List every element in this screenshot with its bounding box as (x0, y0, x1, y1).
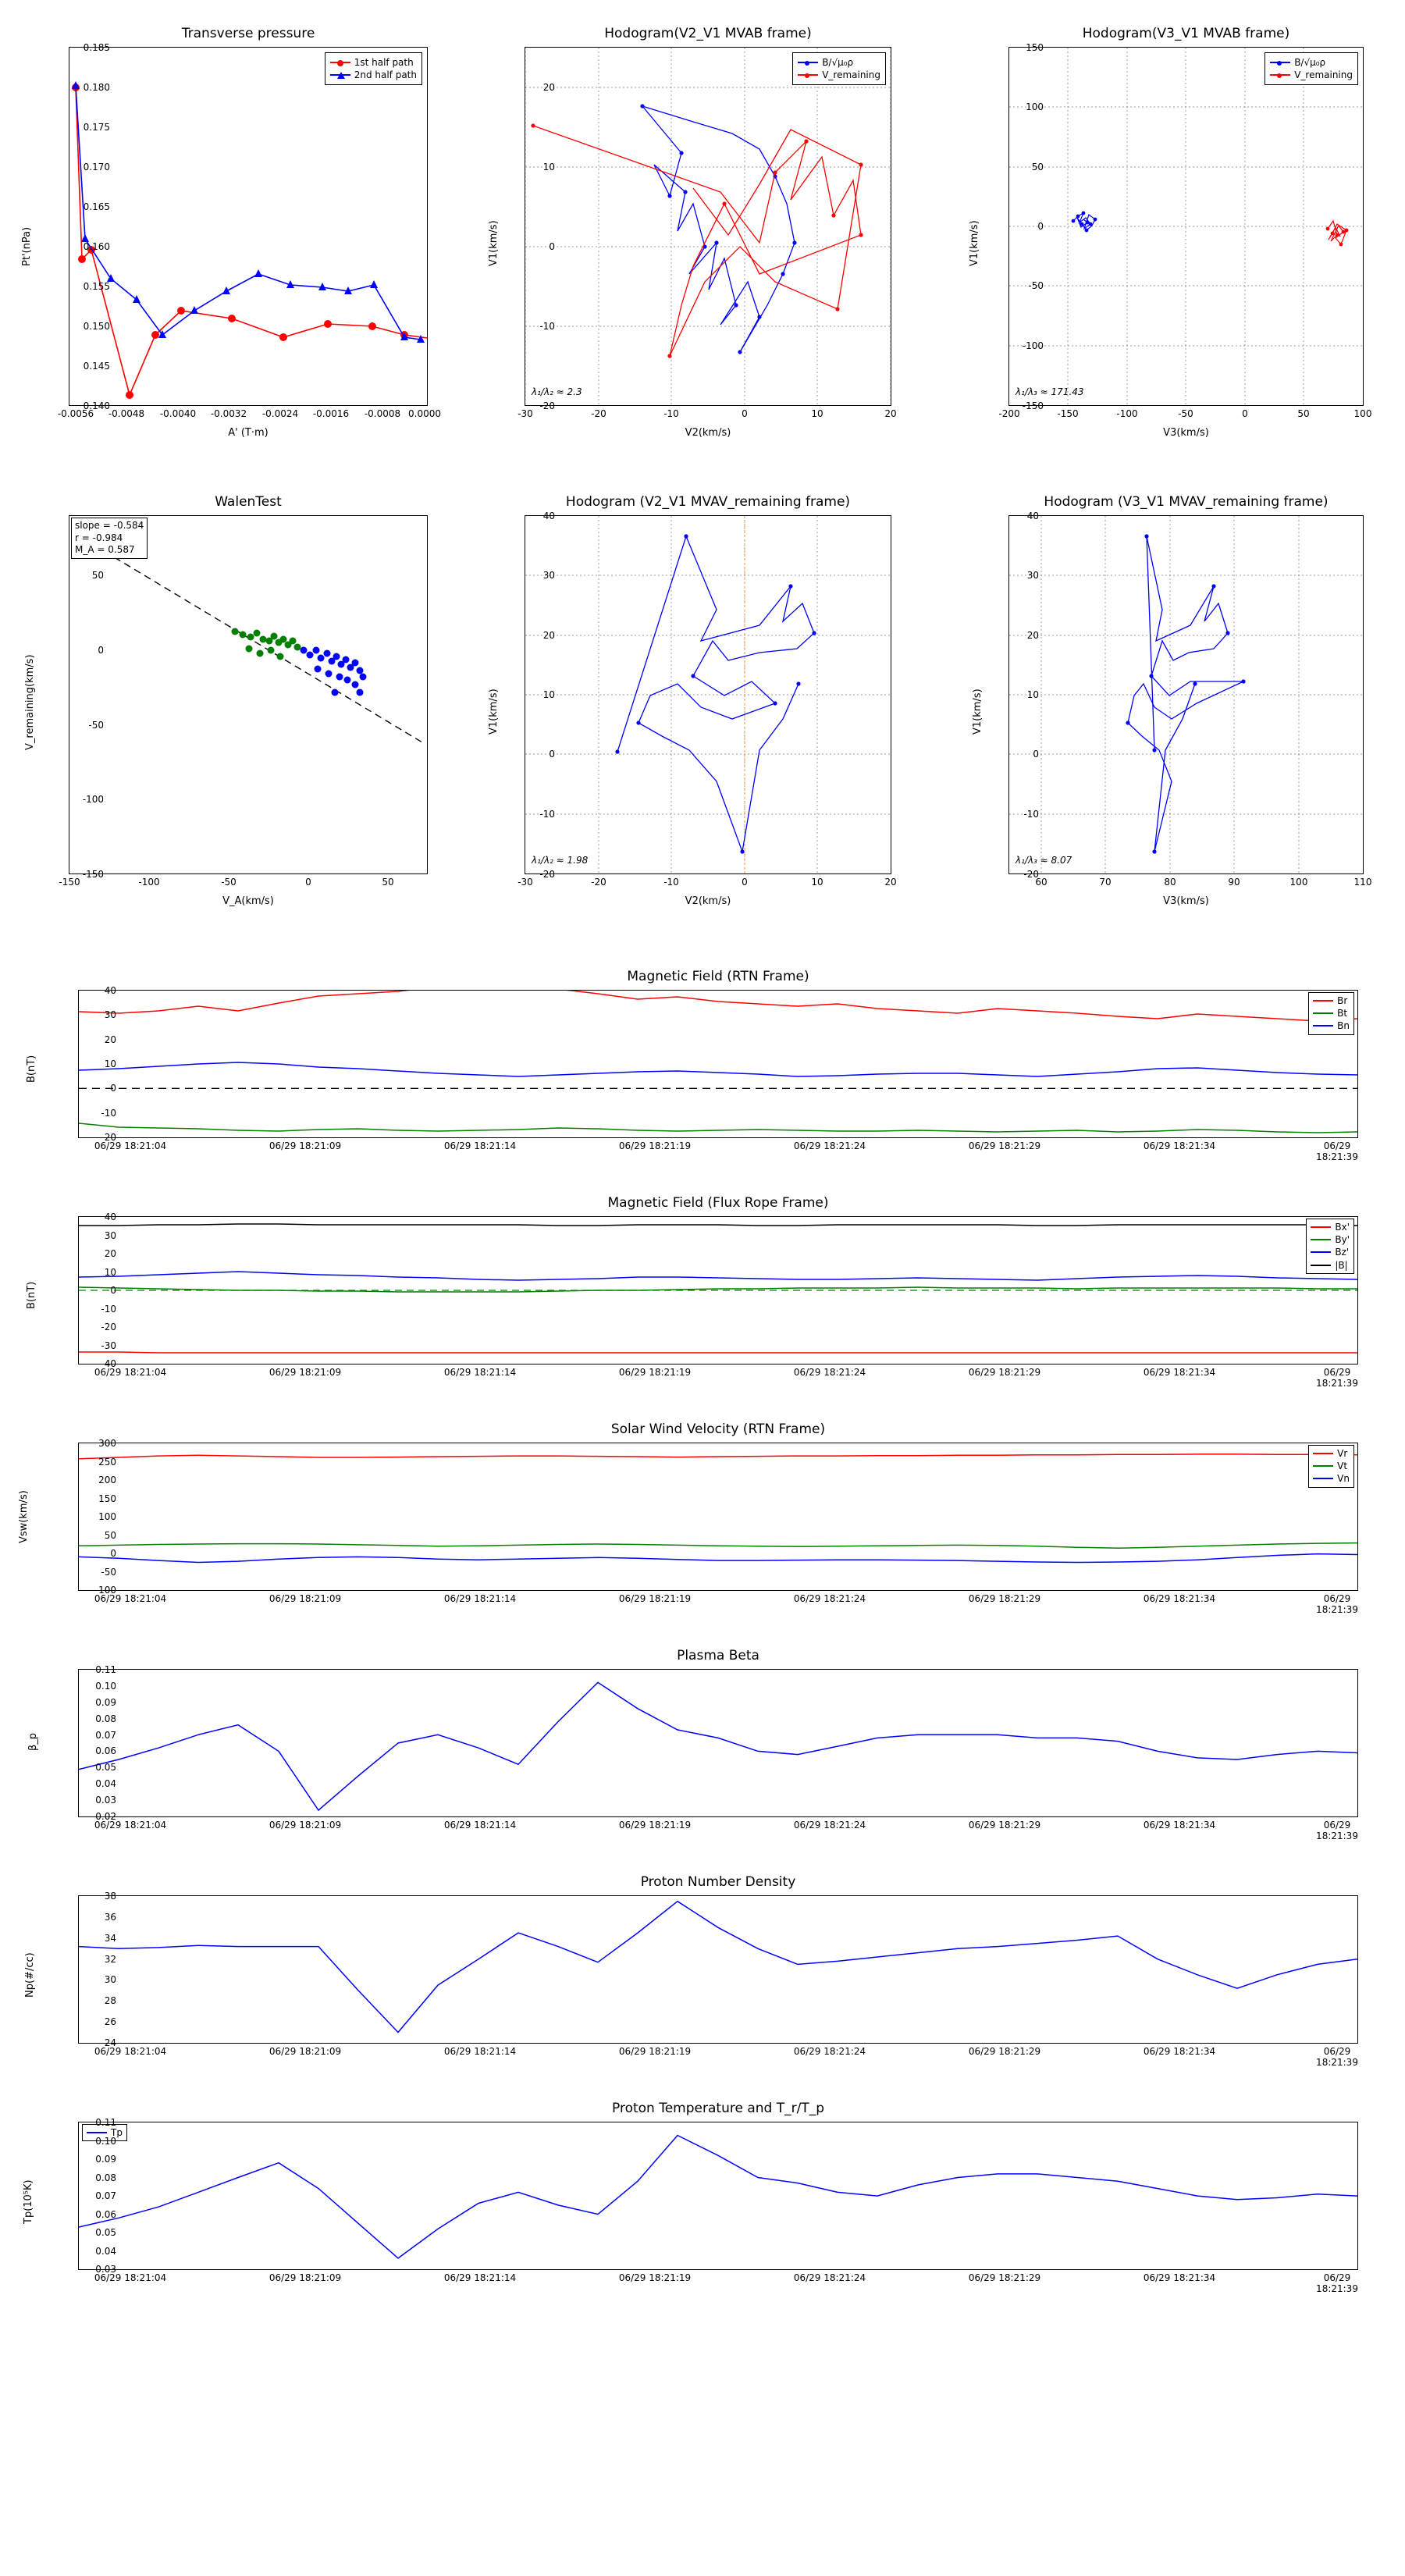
xtick: 06/29 18:21:09 (269, 2272, 342, 2283)
ytick: 0.11 (95, 1664, 116, 1675)
ytick: 0.11 (95, 2117, 116, 2128)
annotation-eigenvalue-ratio: λ₁/λ₂ ≈ 1.98 (532, 855, 589, 866)
plot-area-walen-test (24, 494, 428, 907)
ytick: -50 (88, 720, 104, 731)
xtick: 06/29 18:21:34 (1143, 2272, 1216, 2283)
panel-proton-temperature (0, 2092, 1405, 2326)
ytick: 40 (542, 511, 555, 521)
annotation-eigenvalue-ratio: λ₁/λ₂ ≈ 2.3 (532, 386, 582, 397)
xlabel: V3(km/s) (1163, 427, 1209, 439)
xtick: 06/29 18:21:29 (968, 1140, 1041, 1151)
legend-magnetic-field-flux-rope (1306, 1219, 1354, 1274)
xtick: -150 (1057, 408, 1079, 419)
ytick: 28 (104, 1995, 116, 2007)
ytick: -30 (101, 1340, 116, 1351)
ytick: 0.08 (95, 2172, 116, 2183)
ytick: 150 (1026, 42, 1044, 53)
ytick: 10 (104, 1266, 116, 1278)
title-magnetic-field-rtn: Magnetic Field (RTN Frame) (627, 969, 809, 984)
panel-walen-test (0, 468, 468, 906)
ytick: 30 (1026, 570, 1039, 581)
title-magnetic-field-flux-rope: Magnetic Field (Flux Rope Frame) (607, 1195, 829, 1211)
ytick: 150 (98, 1493, 116, 1504)
xtick: 0 (742, 408, 748, 419)
xtick: 06/29 18:21:39 (1316, 1593, 1358, 1615)
ytick: 26 (104, 2016, 116, 2028)
ytick: 30 (542, 570, 555, 581)
ytick: 32 (104, 1953, 116, 1965)
series-transverse-pressure (69, 48, 427, 405)
ytick: 0.155 (83, 281, 110, 292)
xtick: 06/29 18:21:24 (793, 1820, 866, 1831)
plot-area-hodogram-v3v1-mvab (969, 26, 1372, 439)
xtick: 06/29 18:21:19 (618, 2272, 692, 2283)
ylabel: V1(km/s) (972, 688, 984, 735)
legend-label: Bt (1337, 1008, 1348, 1019)
series-hodogram-v2v1-mvav (525, 516, 891, 873)
xtick: 06/29 18:21:09 (269, 1367, 342, 1378)
legend-label: Bz' (1335, 1247, 1350, 1258)
xtick: 06/29 18:21:14 (443, 1593, 517, 1604)
ylabel: Vsw(km/s) (18, 1490, 30, 1543)
ytick: 0 (110, 1285, 116, 1296)
ytick: 0 (110, 1083, 116, 1094)
xtick: 06/29 18:21:19 (618, 1820, 692, 1831)
xtick: 06/29 18:21:19 (618, 1367, 692, 1378)
panel-solar-wind-velocity (0, 1413, 1405, 1628)
ytick: 10 (542, 689, 555, 700)
ytick: -100 (1022, 340, 1044, 351)
ytick: 0.06 (95, 2208, 116, 2220)
ytick: -50 (101, 1566, 116, 1578)
xtick: 06/29 18:21:14 (443, 2272, 517, 2283)
ytick: 0.08 (95, 1713, 116, 1724)
ytick: 50 (104, 1529, 116, 1541)
panel-plasma-beta (0, 1639, 1405, 1854)
xtick: -0.0048 (108, 408, 145, 419)
ylabel: Np(#/cc) (24, 1952, 36, 1998)
ytick: 0.07 (95, 2190, 116, 2201)
xtick: 100 (1289, 877, 1308, 888)
legend-hodogram-v2v1-mvab (792, 52, 886, 85)
ytick: -20 (1023, 869, 1039, 880)
xtick: -150 (59, 877, 80, 888)
panel-proton-number-density (0, 1866, 1405, 2080)
series-magnetic-field-rtn (79, 991, 1357, 1137)
xtick: 06/29 18:21:14 (443, 1820, 517, 1831)
ytick: 20 (104, 1248, 116, 1259)
ytick: 50 (91, 570, 104, 581)
ytick: 0.10 (95, 2135, 116, 2147)
ytick: 0.185 (83, 42, 110, 53)
ytick: 0.175 (83, 122, 110, 133)
ytick: 36 (104, 1911, 116, 1923)
xtick: 06/29 18:21:39 (1316, 1367, 1358, 1389)
xtick: -20 (591, 408, 606, 419)
xtick: -10 (663, 408, 679, 419)
title-transverse-pressure: Transverse pressure (181, 26, 315, 41)
xtick: -50 (221, 877, 237, 888)
xtick: 06/29 18:21:29 (968, 2046, 1041, 2057)
ytick: 0.04 (95, 1778, 116, 1790)
series-hodogram-v2v1-mvab (525, 48, 891, 405)
annotation-eigenvalue-ratio: λ₁/λ₃ ≈ 171.43 (1016, 386, 1084, 397)
legend-label: Vt (1337, 1461, 1348, 1472)
ylabel: B(nT) (26, 1281, 37, 1309)
ytick: 10 (542, 162, 555, 173)
xtick: -100 (1116, 408, 1138, 419)
xtick: 06/29 18:21:04 (94, 1140, 167, 1151)
ytick: 0.04 (95, 2245, 116, 2257)
plot-area-proton-temperature (23, 2101, 1358, 2294)
xtick: 06/29 18:21:39 (1316, 1140, 1358, 1162)
xtick: 06/29 18:21:24 (793, 2046, 866, 2057)
xtick: 0 (1242, 408, 1248, 419)
xtick: 06/29 18:21:34 (1143, 1593, 1216, 1604)
series-hodogram-v3v1-mvav (1009, 516, 1363, 873)
plot-area-solar-wind-velocity (18, 1421, 1358, 1615)
ytick: 40 (1026, 511, 1039, 521)
plot-area-hodogram-v2v1-mvav (488, 494, 897, 907)
xtick: 06/29 18:21:09 (269, 1820, 342, 1831)
xtick: 06/29 18:21:19 (618, 1593, 692, 1604)
ytick: -10 (101, 1303, 116, 1315)
xtick: -30 (518, 408, 533, 419)
ylabel: Tp(10⁵K) (23, 2179, 34, 2224)
xtick: 06/29 18:21:04 (94, 2272, 167, 2283)
ytick: 0.05 (95, 1762, 116, 1774)
xtick: 06/29 18:21:04 (94, 1367, 167, 1378)
ytick: 300 (98, 1438, 116, 1449)
xtick: 06/29 18:21:39 (1316, 1820, 1358, 1841)
title-proton-number-density: Proton Number Density (640, 1874, 796, 1890)
ytick: 50 (1031, 162, 1044, 173)
ytick: 30 (104, 1974, 116, 1986)
xlabel: V3(km/s) (1163, 895, 1209, 907)
ylabel: β_p (27, 1732, 39, 1751)
plot-area-proton-number-density (24, 1874, 1358, 2068)
walen-slope: slope = -0.584 (75, 520, 144, 531)
xtick: 06/29 18:21:24 (793, 1593, 866, 1604)
panel-hodogram-v2v1-mvab (468, 0, 937, 437)
legend-label: 1st half path (354, 57, 414, 68)
ytick: 0.170 (83, 162, 110, 173)
series-solar-wind-velocity (79, 1443, 1357, 1590)
legend-label: Vr (1337, 1448, 1348, 1459)
ytick: 0 (1037, 221, 1044, 232)
ytick: -10 (101, 1107, 116, 1119)
ytick: -20 (539, 400, 555, 411)
ytick: 0.165 (83, 201, 110, 212)
ytick: -150 (1022, 400, 1044, 411)
xtick: 10 (811, 877, 823, 888)
legend-label: Vn (1337, 1473, 1350, 1485)
title-hodogram-v3v1-mvav: Hodogram (V3_V1 MVAV_remaining frame) (1044, 494, 1329, 510)
series-magnetic-field-flux-rope (79, 1217, 1357, 1364)
series-hodogram-v3v1-mvab (1009, 48, 1363, 405)
legend-label: V_remaining (1294, 69, 1353, 81)
xtick: 06/29 18:21:24 (793, 1140, 866, 1151)
ytick: 10 (104, 1059, 116, 1069)
ytick: 0.150 (83, 321, 110, 332)
xtick: -0.0032 (210, 408, 247, 419)
ytick: 100 (1026, 101, 1044, 112)
ytick: 40 (104, 985, 116, 996)
ytick: 0 (549, 241, 555, 252)
xlabel: V_A(km/s) (222, 895, 274, 907)
ytick: 20 (1026, 630, 1039, 641)
ytick: -20 (101, 1322, 116, 1332)
legend-label: By' (1335, 1234, 1350, 1246)
panel-hodogram-v2v1-mvav (468, 468, 937, 906)
xtick: 70 (1099, 877, 1112, 888)
legend-transverse-pressure (325, 52, 422, 85)
xtick: 06/29 18:21:19 (618, 1140, 692, 1151)
xtick: 50 (382, 877, 394, 888)
xtick: 0 (742, 877, 748, 888)
title-proton-temperature: Proton Temperature and T_r/T_p (612, 2101, 824, 2116)
ytick: 0.05 (95, 2227, 116, 2238)
ytick: 0.09 (95, 1696, 116, 1708)
ytick: 0.160 (83, 241, 110, 252)
ytick: 0.07 (95, 1729, 116, 1741)
title-hodogram-v2v1-mvav: Hodogram (V2_V1 MVAV_remaining frame) (565, 494, 851, 510)
ytick: -10 (539, 321, 555, 332)
walen-mach: M_A = 0.587 (75, 544, 135, 556)
ytick: 0.09 (95, 2154, 116, 2165)
ytick: 0.06 (95, 1745, 116, 1757)
ytick: 0 (110, 1548, 116, 1559)
title-hodogram-v3v1-mvab: Hodogram(V3_V1 MVAB frame) (1082, 26, 1290, 41)
title-walen-test: WalenTest (215, 494, 282, 510)
legend-solar-wind-velocity (1308, 1445, 1354, 1488)
walen-stats-box (71, 518, 148, 559)
panel-hodogram-v3v1-mvav (937, 468, 1405, 906)
xtick: 06/29 18:21:14 (443, 2046, 517, 2057)
xtick: 06/29 18:21:39 (1316, 2272, 1358, 2294)
xtick: 06/29 18:21:04 (94, 1593, 167, 1604)
xtick: 06/29 18:21:04 (94, 2046, 167, 2057)
legend-label: Br (1337, 995, 1348, 1006)
title-hodogram-v2v1-mvab: Hodogram(V2_V1 MVAB frame) (604, 26, 812, 41)
ytick: 0 (549, 749, 555, 760)
legend-label: Bn (1337, 1020, 1350, 1032)
title-solar-wind-velocity: Solar Wind Velocity (RTN Frame) (610, 1421, 826, 1437)
ytick: 34 (104, 1932, 116, 1944)
legend-magnetic-field-rtn (1308, 992, 1354, 1035)
xtick: 06/29 18:21:29 (968, 1820, 1041, 1831)
xtick: 06/29 18:21:09 (269, 1593, 342, 1604)
ylabel: Pt'(nPa) (21, 226, 33, 266)
xtick: 06/29 18:21:24 (793, 2272, 866, 2283)
ytick: -50 (1028, 280, 1044, 291)
legend-label: Bx' (1335, 1222, 1350, 1233)
plot-area-plasma-beta (27, 1648, 1358, 1841)
xtick: -0.0040 (159, 408, 197, 419)
ytick: 0.02 (95, 1811, 116, 1822)
xtick: -0.0008 (364, 408, 401, 419)
xtick: 06/29 18:21:14 (443, 1140, 517, 1151)
ytick: -10 (1023, 809, 1039, 820)
ylabel: B(nT) (26, 1055, 37, 1083)
xtick: 06/29 18:21:29 (968, 2272, 1041, 2283)
ytick: 38 (104, 1891, 116, 1902)
title-plasma-beta: Plasma Beta (677, 1648, 759, 1663)
ytick: -40 (101, 1358, 116, 1369)
legend-hodogram-v3v1-mvab (1264, 52, 1358, 85)
ytick: 40 (104, 1212, 116, 1222)
ytick: 30 (104, 1009, 116, 1021)
ytick: 20 (104, 1034, 116, 1045)
ytick: -100 (82, 794, 104, 805)
xlabel: A' (T·m) (228, 427, 269, 439)
ylabel: V_remaining(km/s) (24, 654, 36, 750)
ytick: 0.03 (95, 1795, 116, 1806)
panel-magnetic-field-rtn (0, 960, 1405, 1175)
ytick: 0.180 (83, 82, 110, 93)
xtick: 06/29 18:21:09 (269, 1140, 342, 1151)
ylabel: V1(km/s) (969, 220, 980, 266)
xtick: -20 (591, 877, 606, 888)
series-plasma-beta (79, 1670, 1357, 1816)
xtick: 06/29 18:21:39 (1316, 2046, 1358, 2068)
xtick: 10 (811, 408, 823, 419)
ytick: 250 (98, 1456, 116, 1468)
xtick: 06/29 18:21:29 (968, 1367, 1041, 1378)
ytick: 0 (98, 645, 104, 656)
series-proton-number-density (79, 1896, 1357, 2043)
legend-label: |B| (1335, 1259, 1348, 1271)
xtick: -100 (138, 877, 160, 888)
ytick: 20 (542, 630, 555, 641)
xtick: 06/29 18:21:24 (793, 1367, 866, 1378)
xtick: 06/29 18:21:34 (1143, 2046, 1216, 2057)
xtick: 06/29 18:21:19 (618, 2046, 692, 2057)
xtick: -0.0056 (57, 408, 94, 419)
legend-label: B/√μ₀ρ (822, 57, 854, 68)
xtick: 20 (884, 408, 897, 419)
legend-label: Tp (111, 2127, 123, 2138)
plot-area-hodogram-v3v1-mvav (972, 494, 1372, 907)
ytick: 0.140 (83, 400, 110, 411)
ytick: -10 (539, 809, 555, 820)
xtick: 06/29 18:21:34 (1143, 1820, 1216, 1831)
ytick: 0 (1033, 749, 1039, 760)
ytick: 20 (542, 82, 555, 93)
xtick: 06/29 18:21:14 (443, 1367, 517, 1378)
plot-area-transverse-pressure (21, 26, 441, 439)
xtick: -30 (518, 877, 533, 888)
xtick: 20 (884, 877, 897, 888)
xtick: 0 (305, 877, 311, 888)
ytick: 100 (98, 1511, 116, 1522)
xtick: 06/29 18:21:34 (1143, 1140, 1216, 1151)
xtick: 90 (1228, 877, 1240, 888)
ytick: 30 (104, 1229, 116, 1241)
ytick: 200 (98, 1475, 116, 1485)
xtick: -0.0016 (312, 408, 350, 419)
xtick: -10 (663, 877, 679, 888)
xtick: 100 (1353, 408, 1372, 419)
ytick: 0.03 (95, 2264, 116, 2275)
legend-label: V_remaining (822, 69, 880, 81)
legend-label: B/√μ₀ρ (1294, 57, 1326, 68)
ytick: 0.145 (83, 361, 110, 372)
ylabel: V1(km/s) (488, 220, 500, 266)
xlabel: V2(km/s) (685, 427, 731, 439)
xtick: -200 (998, 408, 1020, 419)
xtick: -0.0024 (261, 408, 299, 419)
xtick: -50 (1178, 408, 1193, 419)
ytick: -20 (101, 1132, 116, 1143)
annotation-eigenvalue-ratio: λ₁/λ₃ ≈ 8.07 (1016, 855, 1072, 866)
xtick: 06/29 18:21:04 (94, 1820, 167, 1831)
xtick: 60 (1035, 877, 1048, 888)
xtick: 06/29 18:21:29 (968, 1593, 1041, 1604)
ytick: 0.10 (95, 1680, 116, 1692)
panel-magnetic-field-flux-rope (0, 1187, 1405, 1401)
panel-transverse-pressure (0, 0, 468, 437)
xtick: 80 (1164, 877, 1176, 888)
ytick: -150 (82, 869, 104, 880)
series-proton-temperature (79, 2122, 1357, 2269)
xtick: 06/29 18:21:09 (269, 2046, 342, 2057)
plot-area-magnetic-field-rtn (26, 969, 1358, 1162)
xtick: 06/29 18:21:34 (1143, 1367, 1216, 1378)
xtick: 110 (1353, 877, 1372, 888)
series-walen-test (69, 516, 427, 873)
xtick: 0.0000 (408, 408, 441, 419)
ylabel: V1(km/s) (488, 688, 500, 735)
xlabel: V2(km/s) (685, 895, 731, 907)
panel-hodogram-v3v1-mvab (937, 0, 1405, 437)
plot-area-magnetic-field-flux-rope (26, 1195, 1358, 1389)
legend-label: 2nd half path (354, 69, 417, 81)
plot-area-hodogram-v2v1-mvab (488, 26, 897, 439)
ytick: 10 (1026, 689, 1039, 700)
ytick: -20 (539, 869, 555, 880)
walen-correlation: r = -0.984 (75, 532, 123, 543)
ytick: 24 (104, 2037, 116, 2048)
xtick: 50 (1297, 408, 1310, 419)
ytick: -100 (94, 1585, 116, 1596)
